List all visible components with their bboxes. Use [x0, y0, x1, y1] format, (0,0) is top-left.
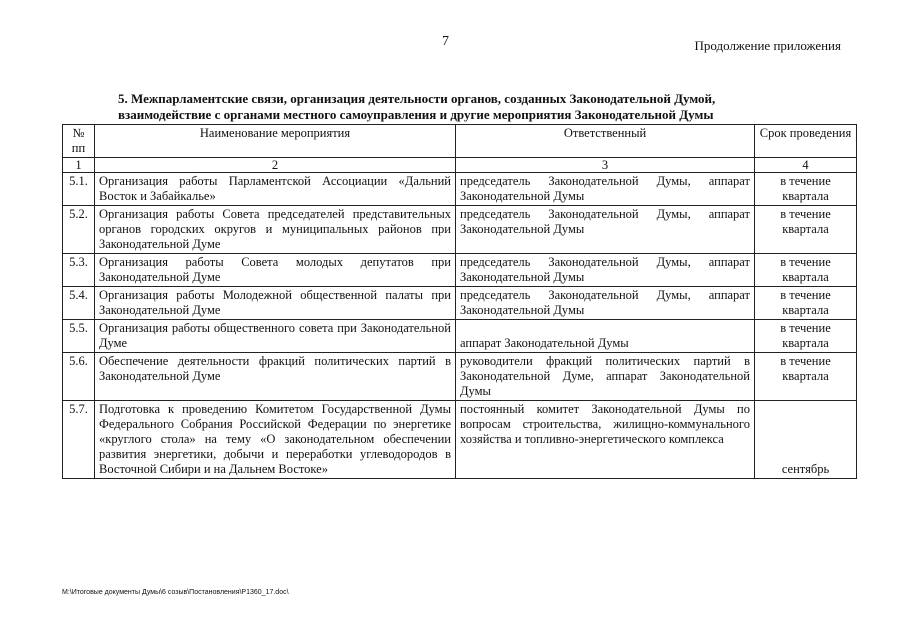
table-row [63, 287, 857, 320]
row-num: 5.2. [63, 206, 95, 254]
row-responsible: председатель Законодательной Думы, аппарат Законодательной Думы [456, 254, 755, 287]
table-row [63, 401, 857, 479]
row-name: Организация работы Парламентской Ассоциации «Дальний Восток и Забайкалье» [95, 173, 456, 206]
header-name: Наименование мероприятия [95, 125, 456, 158]
row-name: Организация работы Совета председателей представительных органов городских округов и муниципальных районов при Законодательной Думе [95, 206, 456, 254]
row-name: Обеспечение деятельности фракций политических партий в Законодательной Думе [95, 353, 456, 401]
header-responsible: Ответственный [456, 125, 755, 158]
index-cell: 2 [95, 158, 456, 173]
row-term: в течение квартала [755, 320, 857, 353]
continuation-label: Продолжение приложения [694, 38, 841, 53]
row-name: Подготовка к проведению Комитетом Государственной Думы Федерального Собрания Российской Федерации по энергетике «круглого стола» на тему «О законодательном обеспечении развития энергетики, добычи и переработки углеводородов в Восточной Сибири и на Дальнем Востоке» [95, 401, 456, 479]
table-row [63, 320, 857, 353]
row-name: Организация работы Совета молодых депутатов при Законодательной Думе [95, 254, 456, 287]
row-num: 5.6. [63, 353, 95, 401]
table-row [63, 206, 857, 254]
row-term: сентябрь [755, 401, 857, 479]
row-num: 5.4. [63, 287, 95, 320]
events-table [62, 124, 857, 479]
row-num: 5.1. [63, 173, 95, 206]
footer-file-path: М:\Итоговые документы Думы\6 созыв\Постановления\Р1360_17.doc\ [62, 589, 289, 596]
table-row [63, 353, 857, 401]
index-cell: 4 [755, 158, 857, 173]
column-index-row [63, 158, 857, 173]
row-responsible: председатель Законодательной Думы, аппарат Законодательной Думы [456, 287, 755, 320]
row-term: в течение квартала [755, 173, 857, 206]
row-term: в течение квартала [755, 206, 857, 254]
row-responsible: руководители фракций политических партий в Законодательной Думе, аппарат Законодательной Думы [456, 353, 755, 401]
row-responsible: председатель Законодательной Думы, аппарат Законодательной Думы [456, 173, 755, 206]
page-number: 7 [442, 34, 449, 49]
table-header-row [63, 125, 857, 158]
row-num: 5.5. [63, 320, 95, 353]
row-responsible: аппарат Законодательной Думы [456, 320, 755, 353]
index-cell: 1 [63, 158, 95, 173]
section-title: 5. Межпарламентские связи, организация деятельности органов, созданных Законодательной Думой, взаимодействие с органами местного самоуправления и другие мероприятия Законодательной Думы [118, 91, 716, 122]
row-num: 5.3. [63, 254, 95, 287]
row-term: в течение квартала [755, 353, 857, 401]
row-term: в течение квартала [755, 254, 857, 287]
header-num: № пп [63, 125, 95, 158]
header-term: Срок проведения [755, 125, 857, 158]
row-num: 5.7. [63, 401, 95, 479]
table-row [63, 173, 857, 206]
row-term: в течение квартала [755, 287, 857, 320]
row-name: Организация работы Молодежной общественной палаты при Законодательной Думе [95, 287, 456, 320]
table-row [63, 254, 857, 287]
index-cell: 3 [456, 158, 755, 173]
row-name: Организация работы общественного совета при Законодательной Думе [95, 320, 456, 353]
row-responsible: председатель Законодательной Думы, аппарат Законодательной Думы [456, 206, 755, 254]
row-responsible: постоянный комитет Законодательной Думы по вопросам строительства, жилищно-коммунального хозяйства и топливно-энергетического комплекса [456, 401, 755, 479]
